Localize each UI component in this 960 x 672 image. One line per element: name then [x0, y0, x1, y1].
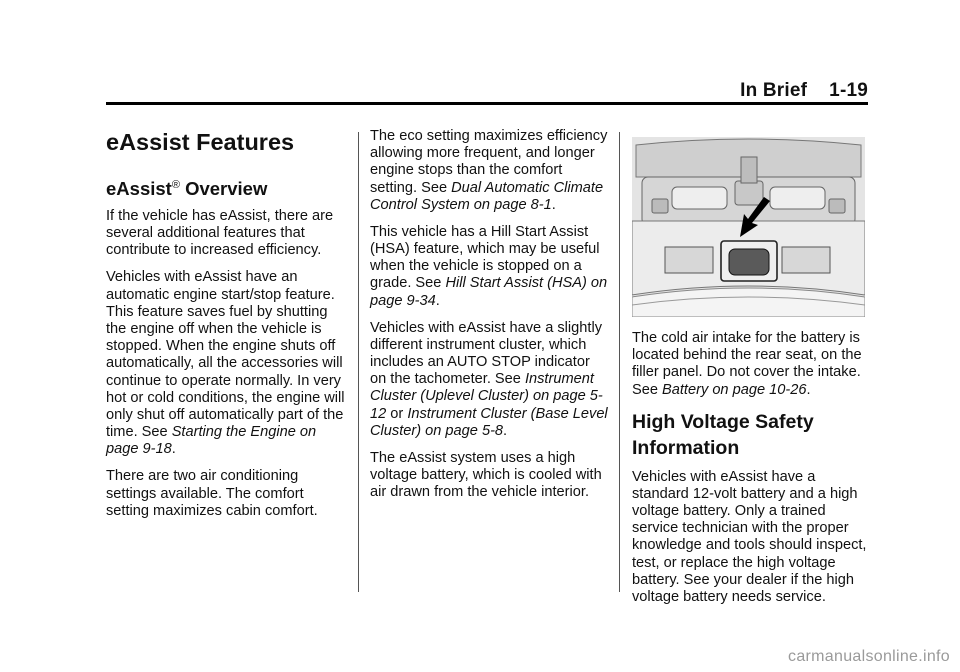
- column-1: [106, 128, 350, 530]
- cross-reference[interactable]: Instrument Cluster (Uplevel Cluster) on page 5-12: [370, 371, 603, 422]
- cross-reference[interactable]: Dual Automatic Climate Control System on page 8-1: [370, 179, 604, 213]
- paragraph: There are two air conditioning settings available. The comfort setting maximizes cabin comfort.: [106, 468, 318, 519]
- battery-intake-illustration: [632, 137, 865, 317]
- page-header: [106, 80, 868, 104]
- header-text: [740, 80, 868, 102]
- cross-reference[interactable]: Battery on page 10-26: [662, 381, 807, 398]
- watermark: carmanualsonline.info: [788, 648, 950, 665]
- cross-reference[interactable]: Instrument Cluster (Base Level Cluster) on page 5-8: [370, 405, 608, 439]
- cross-reference[interactable]: Starting the Engine on page 9-18: [106, 424, 317, 458]
- registered-mark: ®: [171, 179, 180, 191]
- subsection-title: High Voltage Safety Information: [632, 410, 814, 459]
- column-divider-2: [619, 132, 620, 592]
- column-divider-1: [358, 132, 359, 592]
- cross-reference[interactable]: Hill Start Assist (HSA) on page 9-34: [370, 275, 608, 309]
- header-section: In Brief: [740, 80, 808, 101]
- paragraph: The eco setting maximizes efficiency allowing more frequent, and longer engine stops than the comfort setting. See Dual Automatic Climate Control System on page 8-1.: [370, 128, 608, 213]
- column-3: [632, 330, 872, 616]
- paragraph: The eAssist system uses a high voltage battery, which is cooled with air drawn from the vehicle interior.: [370, 449, 602, 501]
- column-2: [370, 128, 610, 511]
- paragraph: This vehicle has a Hill Start Assist (HSA) feature, which may be useful when the vehicle is stopped on a grade. See Hill Start Assist (HSA) on page 9-34.: [370, 223, 608, 309]
- figure-caption: The cold air intake for the battery is located behind the rear seat, on the filler panel. Do not cover the intake. See Battery on page 10-26.: [632, 330, 862, 398]
- section-title: eAssist Features: [106, 129, 295, 155]
- subsection-title: eAssist® Overview: [106, 178, 268, 199]
- paragraph: If the vehicle has eAssist, there are several additional features that contribute to increased efficiency.: [106, 208, 334, 259]
- paragraph: Vehicles with eAssist have a slightly different instrument cluster, which includes an AUTO STOP indicator on the tachometer. See Instrument Cluster (Uplevel Cluster) on page 5-12 or Instrument Cluster (Base Level Cluster) on page 5-8.: [370, 319, 608, 439]
- paragraph: Vehicles with eAssist have a standard 12-volt battery and a high voltage battery. Only a trained service technician with the proper knowledge and tools should inspect, test, or replace the high voltage battery. See your dealer if the high voltage battery needs service.: [632, 468, 867, 606]
- header-page-number: 1-19: [829, 80, 868, 101]
- paragraph: Vehicles with eAssist have an automatic engine start/stop feature. This feature saves fuel by shutting the engine off when the vehicle is stopped. When the engine shuts off automatically, all the accessories will continue to operate normally. In very hot or cold conditions, the engine will only shut off automatically part of the time. See Starting the Engine on page 9-18.: [106, 269, 345, 458]
- header-rule: [106, 102, 868, 105]
